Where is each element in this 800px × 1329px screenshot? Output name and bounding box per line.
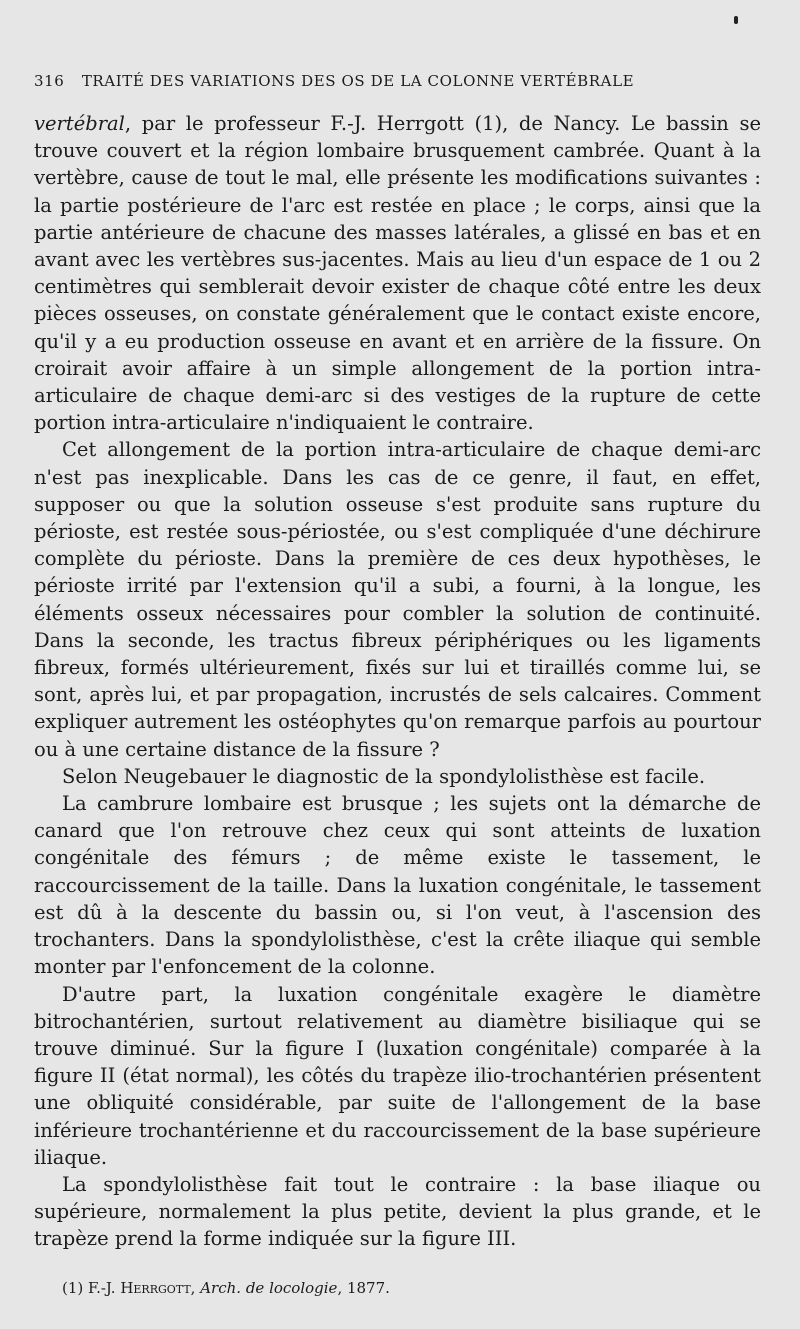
paragraph-1-lead: vertébral: [34, 112, 125, 135]
paragraph-5: D'autre part, la luxation congénitale exagère le diamètre bitrochantérien, surtout relativement au diamètre bisiliaque qui se trouve diminué. Sur la figure I (luxation congénitale) comparée à la figure II (état normal), les côtés du trapèze ilio-trochantérien présentent une obliquité considérable, par suite de l'allongement de la base inférieure trochantérienne et du raccourcissement de la base supérieure iliaque.: [34, 982, 761, 1169]
page-number: 316: [34, 72, 65, 90]
footnote-year: , 1877.: [337, 1279, 390, 1297]
running-header: [34, 72, 700, 90]
body-text: [34, 110, 761, 1253]
footnote-author: Herrgott: [120, 1279, 191, 1297]
footnote-sep: ,: [190, 1279, 201, 1297]
paragraph-2: Cet allongement de la portion intra-articulaire de chaque demi-arc n'est pas inexplicable. Dans les cas de ce genre, il faut, en effet, supposer ou que la solution osseuse s'est produite sans rupture du périoste, est restée sous-périostée, ou s'est compliquée d'une déchirure complète du périoste. Dans la première de ces deux hypothèses, le périoste irrité par l'extension qu'il a subi, a fourni, à la longue, les éléments osseux nécessaires pour combler la solution de continuité. Dans la seconde, les tractus fibreux périphériques ou les ligaments fibreux, formés ultérieurement, fixés sur lui et tiraillés comme lui, se sont, après lui, et par propagation, incrustés de sels calcaires. Comment expliquer autrement les ostéophytes qu'on remarque parfois au pourtour ou à une certaine distance de la fissure ?: [34, 438, 761, 761]
paragraph-1-text: , par le professeur F.-J. Herrgott (1), de Nancy. Le bassin se trouve couvert et la région lombaire brusquement cambrée. Quant à la vertèbre, cause de tout le mal, elle présente les modifications suivantes : la partie postérieure de l'arc est restée en place ; le corps, ainsi que la partie antérieure de chacune des masses latérales, a glissé en bas et en avant avec les vertèbres sus-jacentes. Mais au lieu d'un espace de 1 ou 2 centimètres qui semblerait devoir exister de chaque côté entre les deux pièces osseuses, on constate généralement que le contact existe encore, qu'il y a eu production osseuse en avant et en arrière de la fissure. On croirait avoir affaire à un simple allongement de la portion intra-articulaire de chaque demi-arc si des vestiges de la rupture de cette portion intra-articulaire n'indiquaient le contraire.: [34, 112, 761, 435]
paragraph-3: Selon Neugebauer le diagnostic de la spondylolisthèse est facile.: [62, 764, 706, 788]
ink-speck: [734, 16, 738, 24]
footnote: [62, 1279, 762, 1297]
paragraph-1: [34, 110, 761, 436]
footnote-marker: (1) F.-J.: [62, 1279, 121, 1297]
footnote-journal: Arch. de locologie: [200, 1279, 338, 1297]
running-title: TRAITÉ DES VARIATIONS DES OS DE LA COLONNE VERTÉBRALE: [81, 72, 635, 90]
paragraph-4: La cambrure lombaire est brusque ; les sujets ont la démarche de canard que l'on retrouve chez ceux qui sont atteints de luxation congénitale des fémurs ; de même existe le tassement, le raccourcissement de la taille. Dans la luxation congénitale, le tassement est dû à la descente du bassin ou, si l'on veut, à l'ascension des trochanters. Dans la spondylolisthèse, c'est la crête iliaque qui semble monter par l'enfoncement de la colonne.: [34, 792, 761, 979]
paragraph-6: La spondylolisthèse fait tout le contraire : la base iliaque ou supérieure, normalement la plus petite, devient la plus grande, et le trapèze prend la forme indiquée sur la figure III.: [34, 1172, 761, 1251]
